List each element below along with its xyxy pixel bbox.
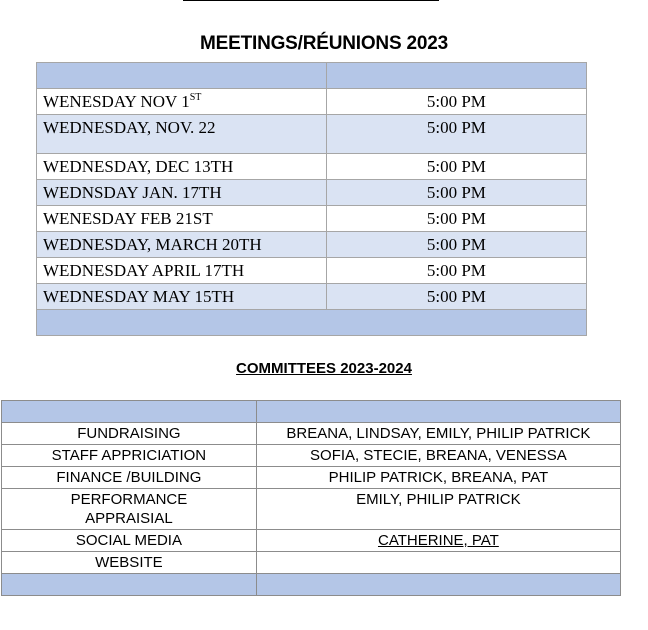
footer-cell [37,310,587,336]
top-rule [183,0,439,1]
committee-members [256,552,620,574]
meetings-footer-row [37,310,587,336]
meetings-table [36,62,587,336]
meeting-day: WEDNSDAY JAN. 17TH [37,180,327,206]
header-cell [326,63,586,89]
committee-row [2,423,621,445]
committee-row [2,467,621,489]
meeting-day: WEDNESDAY, NOV. 22 [37,115,327,154]
footer-cell [256,574,620,596]
meeting-row [37,180,587,206]
meeting-day: WEDNESDAY, DEC 13TH [37,154,327,180]
meeting-time: 5:00 PM [326,180,586,206]
meeting-time: 5:00 PM [326,284,586,310]
committee-row [2,445,621,467]
meetings-header-row [37,63,587,89]
meeting-row [37,258,587,284]
meeting-time: 5:00 PM [326,89,586,115]
committees-footer-row [2,574,621,596]
meeting-day: WEDNESDAY APRIL 17TH [37,258,327,284]
meeting-time: 5:00 PM [326,154,586,180]
committee-name: STAFF APPRICIATION [2,445,257,467]
committees-header-row [2,401,621,423]
meeting-day: WEDNESDAY, MARCH 20TH [37,232,327,258]
meeting-time: 5:00 PM [326,258,586,284]
ordinal-suffix: ST [189,92,202,103]
committee-name: WEBSITE [2,552,257,574]
footer-cell [2,574,257,596]
meeting-row [37,284,587,310]
meeting-day: WENESDAY NOV 1ST [37,89,327,115]
header-cell [256,401,620,423]
meeting-time: 5:00 PM [326,115,586,154]
meeting-time: 5:00 PM [326,206,586,232]
meeting-row [37,206,587,232]
committee-members-link: CATHERINE, PAT [377,532,499,549]
committees-table [1,400,621,596]
meetings-title: MEETINGS/RÉUNIONS 2023 [200,33,448,54]
committee-row [2,552,621,574]
meeting-row [37,89,587,115]
committee-members: SOFIA, STECIE, BREANA, VENESSA [256,445,620,467]
committee-members: BREANA, LINDSAY, EMILY, PHILIP PATRICK [256,423,620,445]
committee-row [2,530,621,552]
meeting-row [37,115,587,154]
committee-members: PHILIP PATRICK, BREANA, PAT [256,467,620,489]
committee-row [2,489,621,530]
committee-members: EMILY, PHILIP PATRICK [256,489,620,530]
header-cell [37,63,327,89]
header-cell [2,401,257,423]
committee-name: FUNDRAISING [2,423,257,445]
committee-name: FINANCE /BUILDING [2,467,257,489]
committee-members [256,530,620,552]
committee-name: SOCIAL MEDIA [2,530,257,552]
committee-name: PERFORMANCE APPRAISIAL [2,489,257,530]
meeting-day: WEDNESDAY MAY 15TH [37,284,327,310]
meeting-row [37,154,587,180]
meeting-day: WENESDAY FEB 21ST [37,206,327,232]
meeting-time: 5:00 PM [326,232,586,258]
meeting-row [37,232,587,258]
committees-title: COMMITTEES 2023-2024 [236,360,412,377]
